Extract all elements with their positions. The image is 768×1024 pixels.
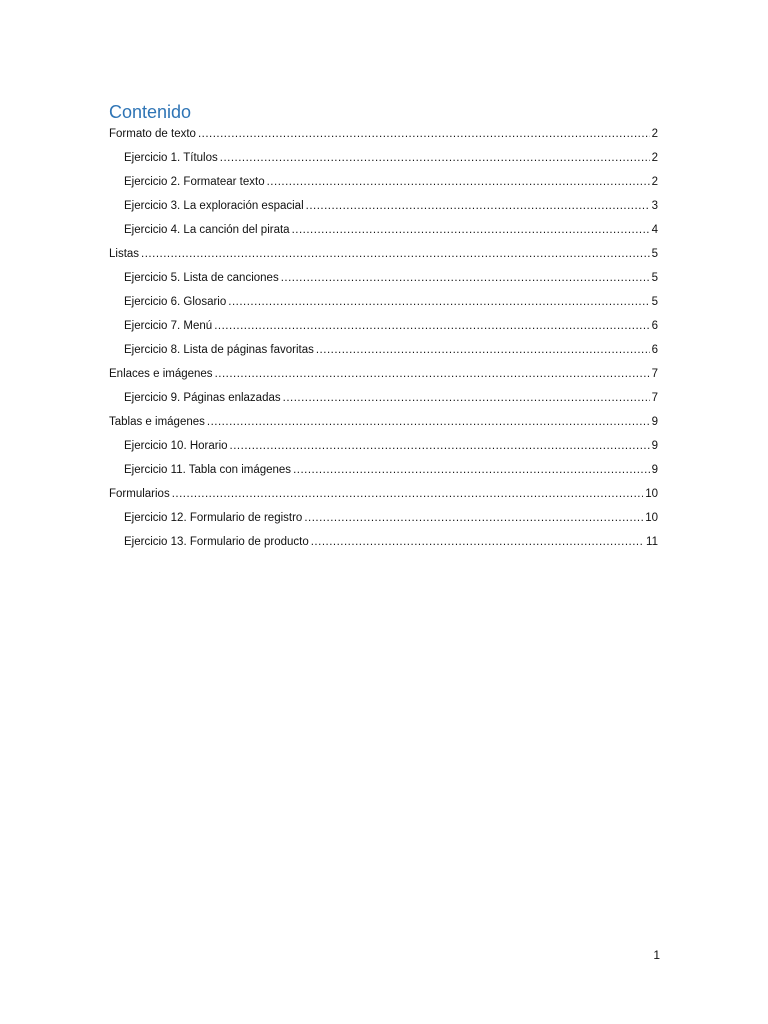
toc-dot-leader	[198, 122, 650, 146]
toc-entry-page: 3	[651, 200, 658, 212]
toc-entry-page: 2	[651, 152, 658, 164]
toc-entry-page: 7	[651, 392, 658, 404]
toc-dot-leader	[292, 218, 650, 242]
toc-entry-page: 10	[645, 512, 658, 524]
toc-entry-label: Ejercicio 13. Formulario de producto	[124, 536, 309, 548]
toc-dot-leader	[207, 410, 650, 434]
toc-entry-label: Formularios	[109, 488, 170, 500]
toc-entry-label: Ejercicio 11. Tabla con imágenes	[124, 464, 292, 476]
toc-entry-label: Ejercicio 8. Lista de páginas favoritas	[124, 344, 314, 356]
toc-entry-page: 9	[651, 464, 658, 476]
toc-entry[interactable]	[109, 122, 658, 146]
toc-dot-leader	[306, 194, 650, 218]
toc-dot-leader	[311, 530, 644, 554]
toc-entry[interactable]	[109, 146, 658, 170]
toc-entry-page: 2	[651, 128, 658, 140]
toc-entry-page: 5	[651, 248, 658, 260]
toc-dot-leader	[230, 434, 650, 458]
toc-entry-page: 11	[646, 536, 658, 548]
toc-entry[interactable]	[109, 482, 658, 506]
toc-entry-page: 6	[651, 320, 658, 332]
toc-entry[interactable]	[109, 506, 658, 530]
toc-entry[interactable]	[109, 314, 658, 338]
table-of-contents	[109, 122, 658, 554]
toc-entry-page: 2	[651, 176, 658, 188]
toc-dot-leader	[304, 506, 643, 530]
toc-entry-label: Formato de texto	[109, 128, 196, 140]
toc-entry[interactable]	[109, 194, 658, 218]
toc-entry[interactable]	[109, 362, 658, 386]
toc-dot-leader	[281, 266, 650, 290]
toc-entry[interactable]	[109, 242, 658, 266]
toc-entry[interactable]	[109, 266, 658, 290]
toc-dot-leader	[214, 314, 649, 338]
toc-entry-page: 7	[651, 368, 658, 380]
toc-dot-leader	[283, 386, 650, 410]
toc-heading: Contenido	[109, 102, 192, 122]
toc-entry-label: Enlaces e imágenes	[109, 368, 213, 380]
toc-entry-label: Ejercicio 6. Glosario	[124, 296, 227, 308]
toc-entry-label: Listas	[109, 248, 140, 260]
toc-entry[interactable]	[109, 170, 658, 194]
toc-entry-label: Ejercicio 9. Páginas enlazadas	[124, 392, 281, 404]
toc-entry-label: Ejercicio 1. Títulos	[124, 152, 218, 164]
toc-dot-leader	[141, 242, 650, 266]
toc-dot-leader	[267, 170, 650, 194]
toc-entry-label: Ejercicio 4. La canción del pirata	[124, 224, 290, 236]
toc-entry[interactable]	[109, 290, 658, 314]
toc-entry-page: 9	[651, 416, 658, 428]
toc-entry-label: Ejercicio 7. Menú	[124, 320, 213, 332]
toc-entry-label: Ejercicio 5. Lista de canciones	[124, 272, 279, 284]
toc-entry[interactable]	[109, 530, 658, 554]
toc-entry-label: Tablas e imágenes	[109, 416, 205, 428]
toc-entry-page: 10	[645, 488, 658, 500]
toc-entry-label: Ejercicio 2. Formatear texto	[124, 176, 265, 188]
toc-entry-label: Ejercicio 12. Formulario de registro	[124, 512, 303, 524]
toc-entry[interactable]	[109, 434, 658, 458]
toc-entry-page: 9	[651, 440, 658, 452]
toc-entry-page: 5	[651, 272, 658, 284]
toc-dot-leader	[228, 290, 649, 314]
toc-entry-page: 5	[651, 296, 658, 308]
toc-dot-leader	[293, 458, 650, 482]
toc-entry[interactable]	[109, 410, 658, 434]
toc-entry-page: 6	[651, 344, 658, 356]
toc-entry-page: 4	[651, 224, 658, 236]
page-number: 1	[653, 948, 660, 962]
toc-dot-leader	[215, 362, 650, 386]
toc-entry-label: Ejercicio 10. Horario	[124, 440, 228, 452]
toc-dot-leader	[316, 338, 650, 362]
toc-dot-leader	[220, 146, 650, 170]
toc-entry[interactable]	[109, 458, 658, 482]
toc-entry[interactable]	[109, 338, 658, 362]
toc-dot-leader	[172, 482, 643, 506]
toc-entry-label: Ejercicio 3. La exploración espacial	[124, 200, 304, 212]
toc-entry[interactable]	[109, 386, 658, 410]
toc-entry[interactable]	[109, 218, 658, 242]
